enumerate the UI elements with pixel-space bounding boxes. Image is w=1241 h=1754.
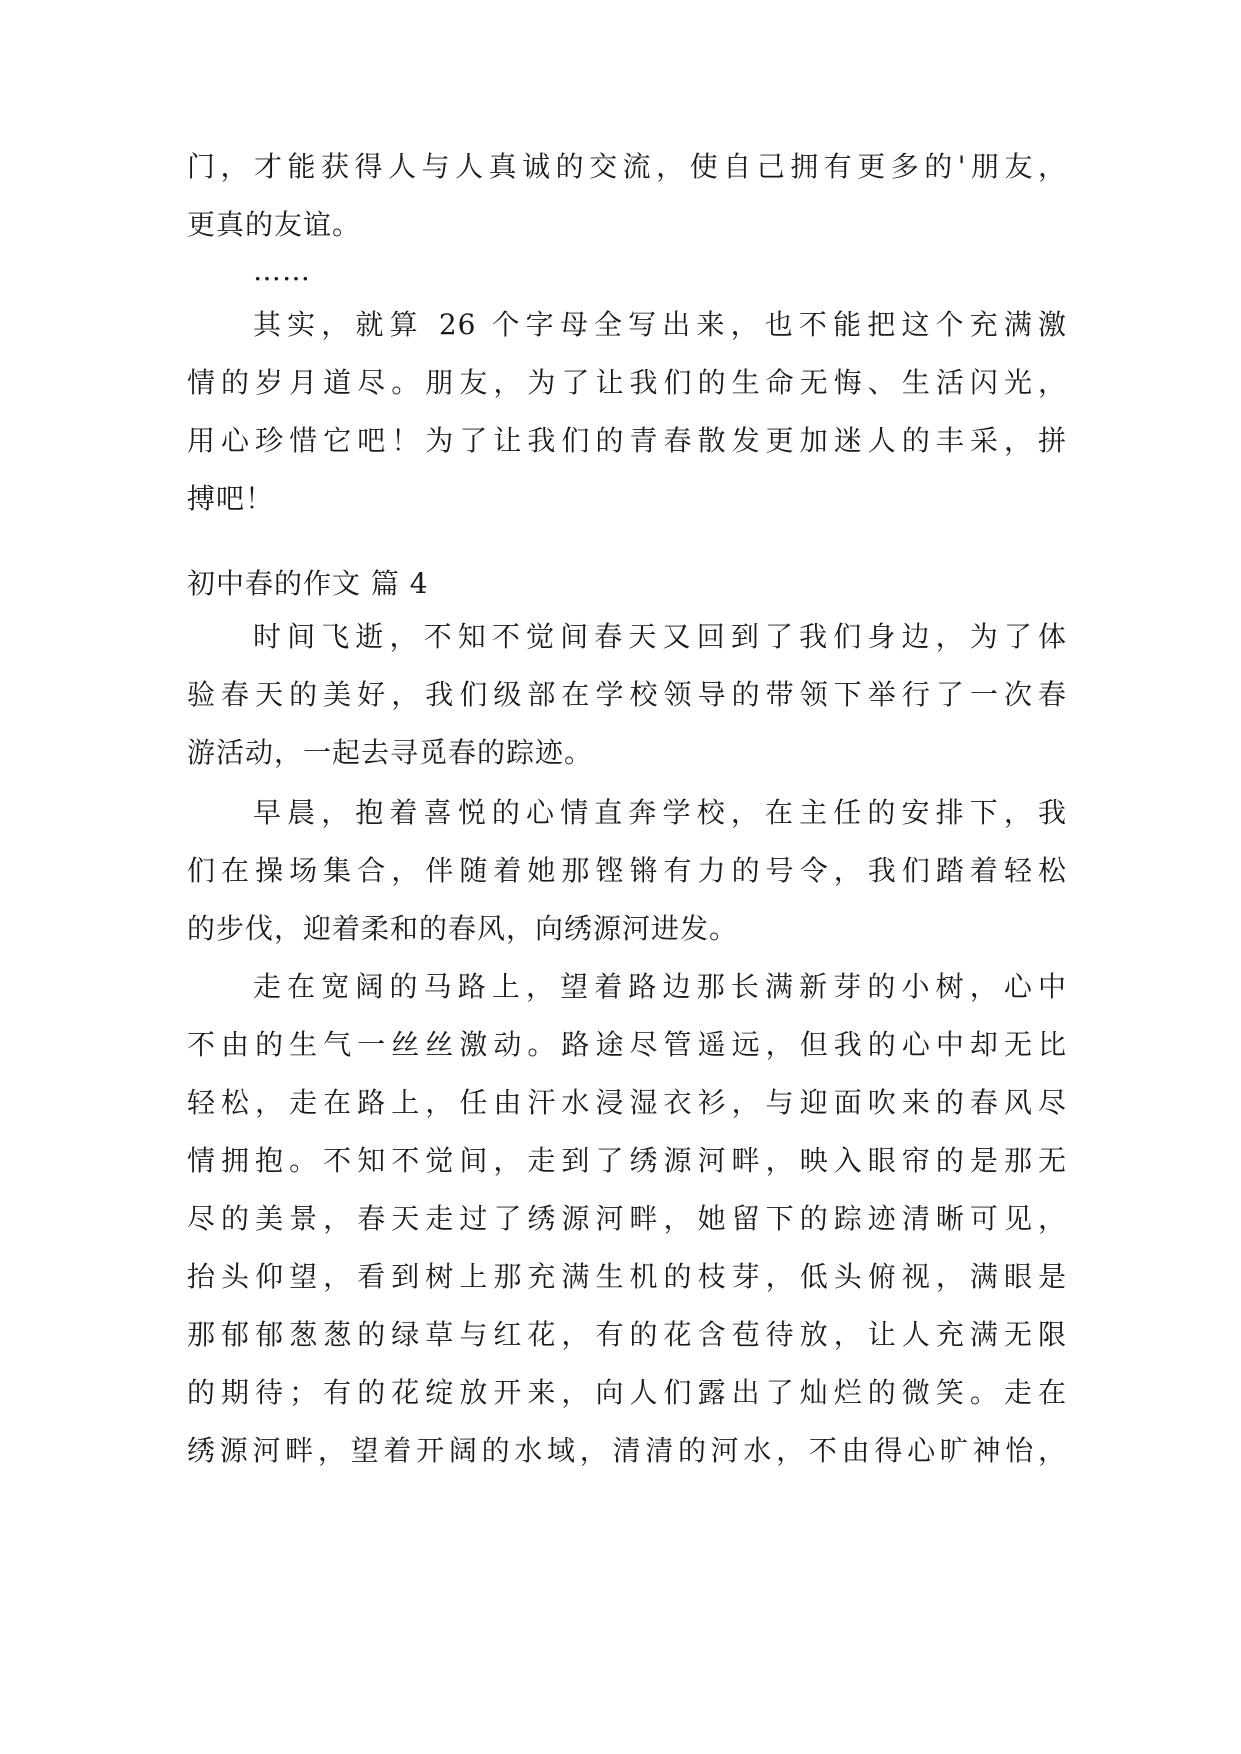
- paragraph-2: [187, 784, 1067, 958]
- text-line: 用心珍惜它吧！为了让我们的青春散发更加迷人的丰采，拼: [187, 424, 1067, 457]
- intro-paragraph: [187, 138, 1067, 254]
- text-line: 绣源河畔，望着开阔的水域，清清的河水，不由得心旷神怡，: [187, 1434, 1067, 1467]
- text-line: 走在宽阔的马路上，望着路边那长满新芽的小树，心中: [253, 970, 1067, 1003]
- section-title: 初中春的作文 篇 4: [187, 567, 429, 600]
- paragraph-3: [187, 958, 1067, 1480]
- text-line: 更真的友谊。: [187, 208, 362, 241]
- text-line: 其实，就算 26 个字母全写出来，也不能把这个充满激: [253, 308, 1067, 341]
- text-line: 早晨，抱着喜悦的心情直奔学校，在主任的安排下，我: [253, 796, 1067, 829]
- text-line: 的期待；有的花绽放开来，向人们露出了灿烂的微笑。走在: [187, 1376, 1067, 1409]
- text-line: 时间飞逝，不知不觉间春天又回到了我们身边，为了体: [253, 620, 1067, 653]
- paragraph-1: [187, 608, 1067, 782]
- text-line: 抬头仰望，看到树上那充满生机的枝芽，低头俯视，满眼是: [187, 1260, 1067, 1293]
- text-line: 尽的美景，春天走过了绣源河畔，她留下的踪迹清晰可见，: [187, 1202, 1067, 1235]
- text-line: 情拥抱。不知不觉间，走到了绣源河畔，映入眼帘的是那无: [187, 1144, 1067, 1177]
- closing-paragraph: [187, 296, 1067, 528]
- text-line: 门，才能获得人与人真诚的交流，使自己拥有更多的'朋友，: [187, 150, 1067, 183]
- text-line: 验春天的美好，我们级部在学校领导的带领下举行了一次春: [187, 678, 1067, 711]
- text-line: 游活动，一起去寻觅春的踪迹。: [187, 736, 594, 769]
- text-line: 们在操场集合，伴随着她那铿锵有力的号令，我们踏着轻松: [187, 854, 1067, 887]
- ellipsis-text: ……: [253, 254, 311, 287]
- text-line: 的步伐，迎着柔和的春风，向绣源河进发。: [187, 912, 739, 945]
- text-line: 轻松，走在路上，任由汗水浸湿衣衫，与迎面吹来的春风尽: [187, 1086, 1067, 1119]
- ellipsis-line: [187, 242, 1067, 300]
- text-line: 那郁郁葱葱的绿草与红花，有的花含苞待放，让人充满无限: [187, 1318, 1067, 1351]
- text-line: 不由的生气一丝丝激动。路途尽管遥远，但我的心中却无比: [187, 1028, 1067, 1061]
- text-line: 搏吧！: [187, 482, 275, 515]
- text-line: 情的岁月道尽。朋友，为了让我们的生命无悔、生活闪光，: [187, 366, 1067, 399]
